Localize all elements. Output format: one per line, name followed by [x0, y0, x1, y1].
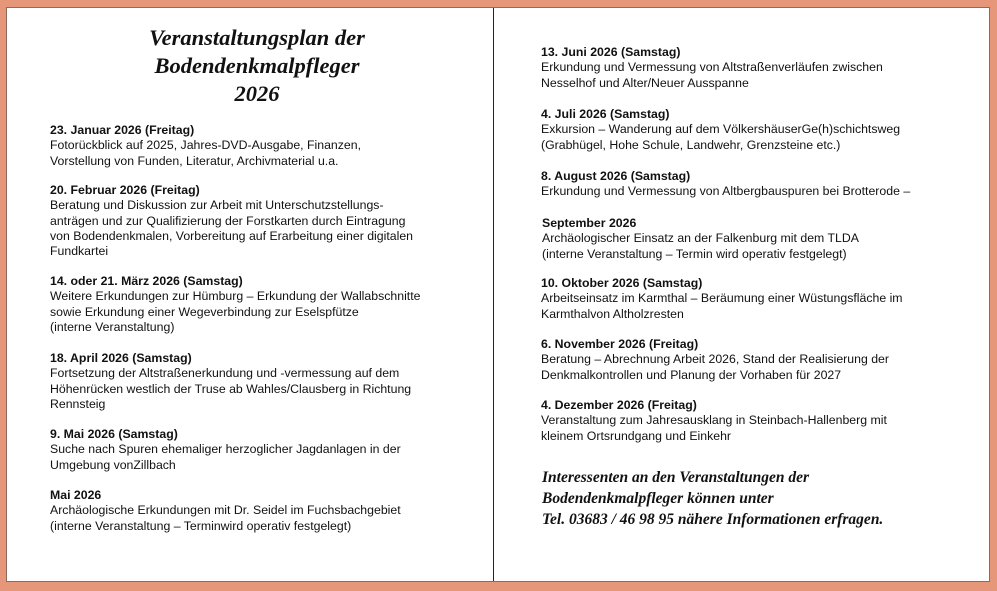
event-date: 4. Juli 2026 (Samstag) [541, 107, 670, 121]
left-column [7, 8, 494, 581]
right-column [494, 8, 989, 581]
event-date: 9. Mai 2026 (Samstag) [50, 427, 178, 441]
title-line-2: Bodendenkmalpfleger [154, 53, 360, 78]
event-date: 23. Januar 2026 (Freitag) [50, 123, 195, 137]
event-date: 4. Dezember 2026 (Freitag) [541, 398, 697, 412]
event-date: 8. August 2026 (Samstag) [541, 169, 691, 183]
event-september [542, 216, 859, 262]
event-text: von Bodendenkmalen, Vorbereitung auf Erarbeitung einer digitalen [50, 228, 414, 243]
event-text: Exkursion – Wanderung auf dem VölkershäuserGe(h)schichtsweg [541, 122, 901, 137]
event-text: Suche nach Spuren ehemaliger herzoglicher Jagdanlagen in der [50, 442, 401, 457]
contact-line-1: Interessenten an den Veranstaltungen der [542, 469, 809, 486]
event-text: Archäologische Erkundungen mit Dr. Seidel im Fuchsbachgebiet [50, 503, 401, 518]
event-text: Rennsteig [50, 396, 106, 411]
contact-line-2: Bodendenkmalpfleger können unter [542, 490, 774, 507]
event-text: Denkmalkontrollen und Planung der Vorhaben für 2027 [541, 367, 842, 382]
event-text: Arbeitseinsatz im Karmthal – Beräumung einer Wüstungsfläche im [541, 291, 903, 306]
event-text: Fortsetzung der Altstraßenerkundung und -vermessung auf dem [50, 366, 400, 381]
event-october [541, 276, 903, 322]
event-text: sowie Erkundung einer Wegeverbindung zur Eselspfütze [50, 304, 359, 319]
event-text: (interne Veranstaltung – Terminwird operativ festgelegt) [50, 518, 352, 533]
event-may-9 [50, 427, 401, 473]
event-text: Veranstaltung zum Jahresausklang in Steinbach-Hallenberg mit [541, 413, 887, 428]
contact-line-3: Tel. 03683 / 46 98 95 nähere Informationen erfragen. [542, 511, 884, 528]
event-april [50, 351, 411, 412]
event-text: Umgebung vonZillbach [50, 457, 176, 472]
event-date: 14. oder 21. März 2026 (Samstag) [50, 274, 243, 288]
event-date: 6. November 2026 (Freitag) [541, 337, 699, 351]
event-text: (Grabhügel, Hohe Schule, Landwehr, Grenzsteine etc.) [541, 137, 841, 152]
event-january [50, 123, 361, 169]
event-february [50, 183, 413, 259]
event-date: 18. April 2026 (Samstag) [50, 351, 192, 365]
event-may [50, 488, 401, 534]
event-text: kleinem Ortsrundgang und Einkehr [541, 428, 732, 443]
event-text: Fotorückblick auf 2025, Jahres-DVD-Ausgabe, Finanzen, [50, 138, 361, 153]
event-text: Karmthalvon Altholzresten [541, 306, 684, 321]
contact-info [542, 467, 883, 530]
event-text: Vorstellung von Funden, Literatur, Archivmaterial u.a. [50, 153, 339, 168]
event-text: Erkundung und Vermessung von Altstraßenverläufen zwischen [541, 60, 883, 75]
page-title [7, 24, 507, 108]
event-text: Weitere Erkundungen zur Hümburg – Erkundung der Wallabschnitte [50, 289, 421, 304]
event-text: anträgen und zur Qualifizierung der Forstkarten durch Eintragung [50, 213, 406, 228]
title-line-1: Veranstaltungsplan der [149, 25, 365, 50]
event-date: September 2026 [542, 216, 637, 230]
event-text: Nesselhof und Alter/Neuer Ausspanne [541, 75, 749, 90]
event-date: 20. Februar 2026 (Freitag) [50, 183, 200, 197]
event-text: Erkundung und Vermessung von Altbergbauspuren bei Brotterode – [541, 184, 911, 199]
event-july [541, 107, 900, 153]
event-text: Beratung und Diskussion zur Arbeit mit Unterschutzstellungs- [50, 198, 384, 213]
event-text: Fundkartei [50, 244, 109, 259]
event-date: Mai 2026 [50, 488, 102, 502]
event-august [541, 169, 910, 200]
event-text: Archäologischer Einsatz an der Falkenburg mit dem TLDA [542, 231, 859, 246]
event-date: 10. Oktober 2026 (Samstag) [541, 276, 703, 290]
event-november [541, 337, 889, 383]
event-text: Höhenrücken westlich der Truse ab Wahles/Clausberg in Richtung [50, 381, 412, 396]
event-december [541, 398, 887, 444]
title-line-3: 2026 [234, 81, 280, 106]
event-date: 13. Juni 2026 (Samstag) [541, 45, 681, 59]
event-june [541, 45, 883, 91]
flyer-sheet [6, 7, 990, 582]
event-text: (interne Veranstaltung) [50, 319, 175, 334]
event-march [50, 274, 420, 335]
event-text: Beratung – Abrechnung Arbeit 2026, Stand der Realisierung der [541, 352, 889, 367]
event-text: (interne Veranstaltung – Termin wird operativ festgelegt) [542, 246, 847, 261]
